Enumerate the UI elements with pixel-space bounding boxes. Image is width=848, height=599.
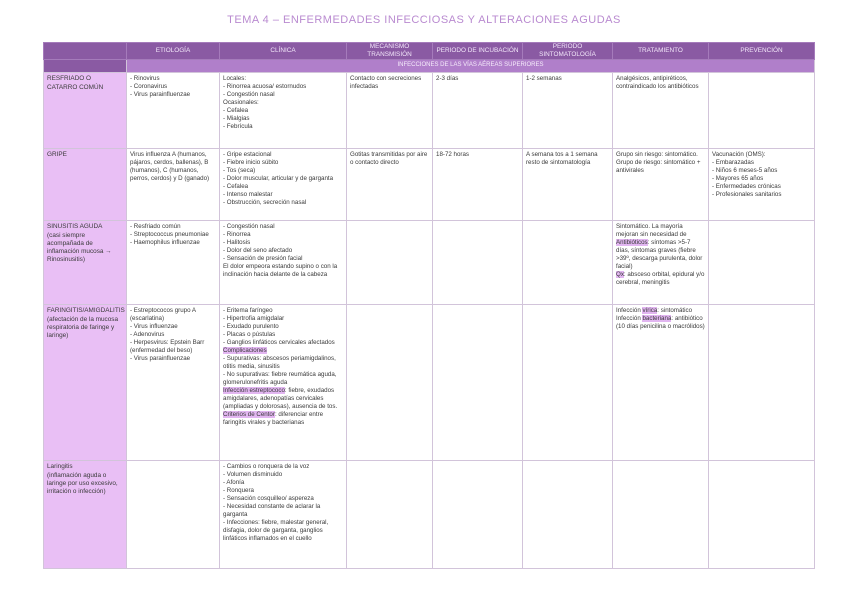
infections-table — [43, 42, 815, 569]
list-item: - Enfermedades crónicas — [712, 183, 781, 191]
list-item: - Resfriado común — [130, 223, 181, 231]
list-item: - Rinorrea acuosa/ estornudos — [223, 83, 307, 91]
list-item: - Embarazadas — [712, 159, 754, 167]
cell-transmision — [347, 221, 433, 305]
list-item: - Congestión nasal — [223, 91, 275, 99]
list-item: - Mayores 65 años — [712, 175, 764, 183]
cell-sintomatologia — [523, 305, 613, 461]
cell-incubacion — [433, 461, 523, 569]
list-item: - Halitosis — [223, 239, 251, 247]
highlight: bacteriana — [642, 315, 672, 323]
list-item: - Estreptococos grupo A (escarlatina) — [130, 307, 196, 323]
list-item: - Placas o pústulas — [223, 331, 276, 339]
list-item: - Ronquera — [223, 487, 254, 495]
table-row — [44, 461, 815, 569]
list-item: - Coronavirus — [130, 83, 168, 91]
list-item: - Dolor muscular, articular y de garganta — [223, 175, 334, 183]
cell-tratamiento — [613, 461, 709, 569]
list-item: Ocasionales: — [223, 99, 259, 107]
list-item: - Rinorrea — [223, 231, 251, 239]
row-note: (afectación de la mucosa respiratoria de faringe y laringe) — [47, 315, 119, 339]
row-title: FARINGITIS/AMIGDALITIS — [47, 307, 125, 315]
cell-incubacion: 2-3 días — [433, 73, 523, 149]
list-item: - Dolor del seno afectado — [223, 247, 293, 255]
text-span: Infección — [616, 307, 643, 315]
header-sintomatologia: PERIODO SINTOMATOLOGÍA — [523, 43, 613, 60]
highlight: vírica — [642, 307, 658, 315]
list-item: - Virus parainfluenzae — [130, 355, 191, 362]
list-item: - Febrícula — [223, 123, 253, 130]
list-item: - Mialgias — [223, 115, 250, 123]
table-row — [44, 305, 815, 461]
cell-sintomatologia — [523, 461, 613, 569]
cell-etiologia — [127, 461, 220, 569]
row-title: SINUSITIS AGUDA — [47, 223, 103, 231]
list-item: - Afonía — [223, 479, 245, 487]
row-name — [44, 461, 127, 569]
header-transmision: MECANISMO TRANSMISIÓN — [347, 43, 433, 60]
text-span: : absceso orbital, epidural y/o cerebral, meningitis — [616, 271, 705, 286]
header-prevencion: PREVENCIÓN — [709, 43, 815, 60]
cell-sintomatologia: 1-2 semanas — [523, 73, 613, 149]
highlight: Antibióticos — [616, 239, 648, 247]
list-item: - Profesionales sanitarios — [712, 191, 782, 199]
list-item: - Supurativas: abscesos periamigdalinos, otitis media, sinusitis — [223, 355, 336, 370]
header-row — [44, 43, 815, 60]
page-title: TEMA 4 – ENFERMEDADES INFECCIOSAS Y ALTERACIONES AGUDAS — [227, 14, 621, 26]
list-item: - Intenso malestar — [223, 191, 273, 199]
list-item: - Fiebre inicio súbito — [223, 159, 279, 167]
cell-transmision — [347, 305, 433, 461]
list-item: - Adenovirus — [130, 331, 165, 339]
cell-transmision — [347, 461, 433, 569]
highlight: Qx — [616, 271, 624, 278]
text-span: Infección — [616, 315, 643, 323]
list-item: - Tos (seca) — [223, 167, 256, 175]
list-item: - Sensación cosquilleo/ aspereza — [223, 495, 314, 503]
list-item: - Sensación de presión facial — [223, 255, 303, 263]
cell-sintomatologia — [523, 221, 613, 305]
cell-sintomatologia: A semana tos a 1 semana resto de sintomatología — [523, 149, 613, 221]
table-row — [44, 73, 815, 149]
cell-tratamiento — [613, 305, 709, 461]
cell-etiologia: Virus influenza A (humanos, pájaros, cerdos, ballenas), B (humanos), C (humanos, perros, cerdos) y D (ganado) — [127, 149, 220, 221]
cell-clinica — [220, 149, 347, 221]
list-item: El dolor empeora estando supino o con la inclinación hacia delante de la cabeza — [223, 263, 338, 278]
list-item: - Haemophilus influenzae — [130, 239, 200, 247]
cell-prevencion — [709, 461, 815, 569]
cell-prevencion — [709, 221, 815, 305]
cell-tratamiento: Analgésicos, antipiréticos, contraindicado los antibióticos — [613, 73, 709, 149]
text-span: : síntomas >5-7 días, síntomas graves (fiebre >39º, descarga purulenta, dolor facial) — [616, 239, 703, 271]
cell-tratamiento: Grupo sin riesgo: sintomático. Grupo de riesgo: sintomático + antivirales — [613, 149, 709, 221]
highlight: Criterios de Centor — [223, 410, 275, 418]
row-note: (casi siempre acompañada de inflamación mucosa → Rinosinusitis) — [47, 231, 112, 264]
cell-clinica — [220, 305, 347, 461]
list-item: - Ganglios linfáticos cervicales afectados — [223, 339, 335, 347]
list-item: - Cefalea — [223, 107, 249, 115]
list-item: - Gripe estacional — [223, 151, 272, 159]
list-item: - Obstrucción, secreción nasal — [223, 199, 307, 206]
list-item: - Virus influenzae — [130, 323, 178, 331]
cell-prevencion — [709, 149, 815, 221]
text-span: Sintomático. La mayoría mejoran sin necesidad de — [616, 223, 687, 239]
cell-etiologia — [127, 73, 220, 149]
row-name: GRIPE — [44, 149, 127, 221]
row-note: (inflamación aguda o laringe por uso excesivo, irritación o infección) — [47, 471, 118, 495]
header-etiologia: ETIOLOGÍA — [127, 43, 220, 60]
list-item: - Cefalea — [223, 183, 249, 191]
list-item: - Necesidad constante de aclarar la garganta — [223, 503, 321, 518]
text-span: : antibiótico (10 días penicilina o macrólidos) — [616, 315, 705, 331]
cell-clinica — [220, 461, 347, 569]
cell-incubacion — [433, 221, 523, 305]
table-row — [44, 149, 815, 221]
cell-etiologia — [127, 221, 220, 305]
list-item: - Hipertrofia amigdalar — [223, 315, 285, 323]
cell-transmision: Gotitas transmitidas por aire o contacto directo — [347, 149, 433, 221]
cell-prevencion — [709, 73, 815, 149]
table-row — [44, 221, 815, 305]
cell-tratamiento — [613, 221, 709, 305]
cell-etiologia — [127, 305, 220, 461]
cell-incubacion — [433, 305, 523, 461]
highlight: Infección estreptococo — [223, 386, 285, 394]
list-item: - Volumen disminuido — [223, 471, 283, 479]
list-item: - Infecciones: fiebre, malestar general, disfagia, dolor de garganta, ganglios linfáticos inflamados en el cuello — [223, 518, 329, 542]
cell-incubacion: 18-72 horas — [433, 149, 523, 221]
list-item: - Eritema faríngeo — [223, 307, 273, 315]
text-span: : sintomático — [657, 307, 693, 315]
header-clinica: CLÍNICA — [220, 43, 347, 60]
list-item: Locales: — [223, 75, 247, 83]
list-item: - Congestión nasal — [223, 223, 275, 231]
cell-clinica — [220, 73, 347, 149]
row-title: Laringitis — [47, 463, 73, 471]
list-item: - Virus parainfluenzae — [130, 91, 191, 99]
row-name — [44, 221, 127, 305]
subheader-empty — [44, 60, 127, 73]
list-item: - Niños 6 meses-5 años — [712, 167, 778, 175]
cell-transmision: Contacto con secreciones infectadas — [347, 73, 433, 149]
row-name — [44, 305, 127, 461]
header-empty — [44, 43, 127, 60]
header-incubacion: PERIODO DE INCUBACIÓN — [433, 43, 523, 60]
list-item: - Streptococcus pneumoniae — [130, 231, 209, 239]
list-item: Vacunación (OMS): — [712, 151, 766, 159]
list-item: - No supurativas: fiebre reumática aguda, glomerulonefritis aguda — [223, 370, 337, 386]
subheader: INFECCIONES DE LAS VÍAS AÉREAS SUPERIORES — [127, 60, 815, 73]
cell-prevencion — [709, 305, 815, 461]
list-item: - Rinovirus — [130, 75, 160, 83]
cell-clinica — [220, 221, 347, 305]
header-tratamiento: TRATAMIENTO — [613, 43, 709, 60]
list-item: - Exudado purulento — [223, 323, 279, 331]
subheader-row — [44, 60, 815, 73]
text-span: : fiebre, exudados amigdalares, adenopatías cervicales (ampliadas y dolorosas), ausencia de tos. — [223, 386, 338, 410]
highlight: Complicaciones — [223, 347, 267, 355]
list-item: - Herpesvirus: Epstein Barr (enfermedad del beso) — [130, 339, 205, 355]
list-item: - Cambios o ronquera de la voz — [223, 463, 310, 471]
row-name: RESFRIADO O CATARRO COMÚN — [44, 73, 127, 149]
text-span: : diferenciar entre faringitis virales y bacterianas — [223, 410, 324, 426]
